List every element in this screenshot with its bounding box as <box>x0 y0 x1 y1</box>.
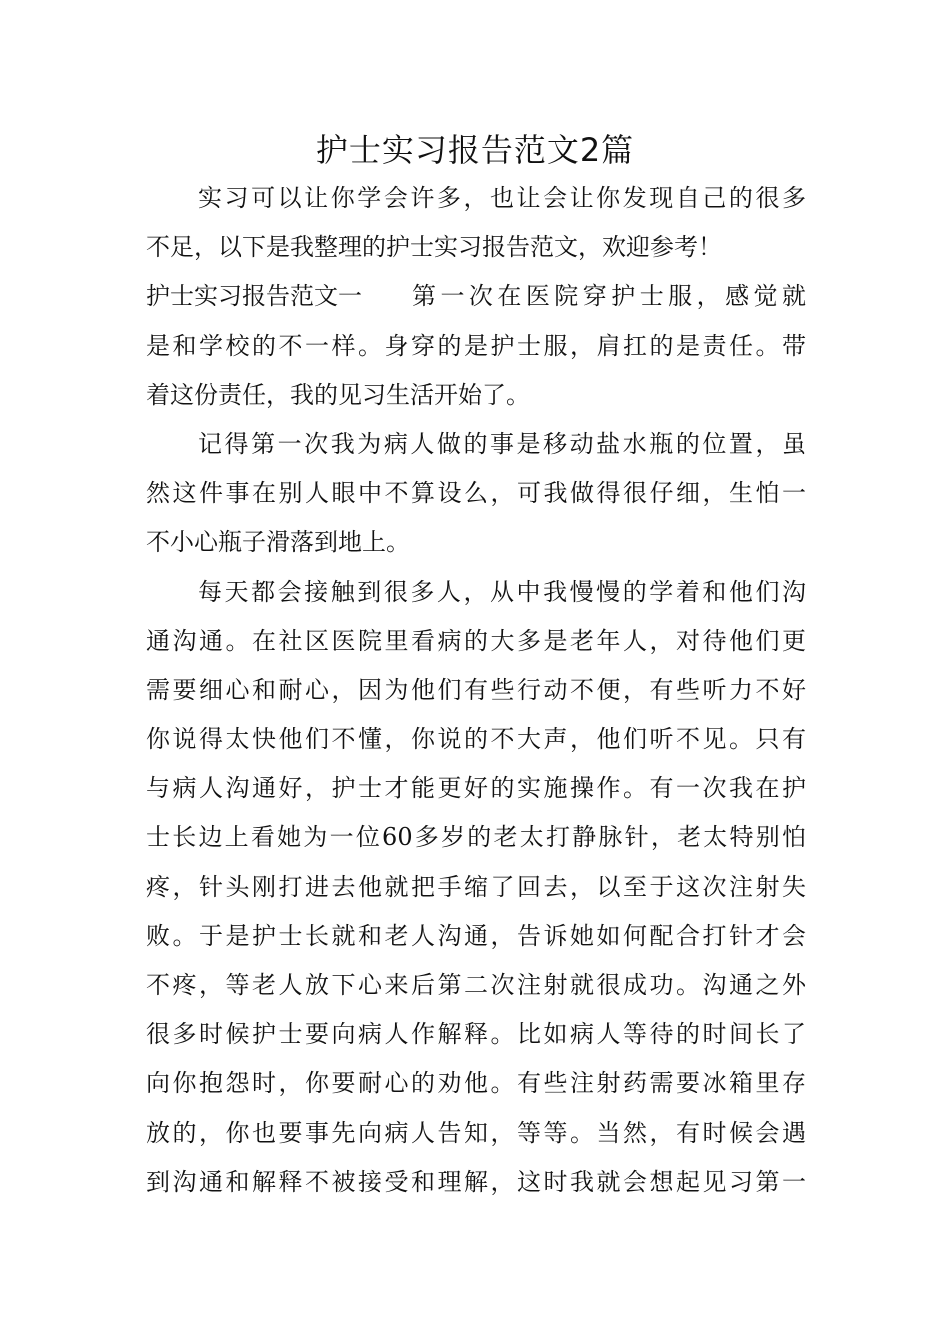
paragraph-line: 士长边上看她为一位60多岁的老太打静脉针，老太特别怕 <box>146 823 806 852</box>
document-title: 护士实习报告范文2篇 <box>315 131 635 169</box>
paragraph-line: 与病人沟通好，护士才能更好的实施操作。有一次我在护 <box>146 774 806 803</box>
paragraph-line: 每天都会接触到很多人，从中我慢慢的学着和他们沟 <box>198 577 806 606</box>
section-line: 是和学校的不一样。身穿的是护士服，肩扛的是责任。带 <box>146 331 806 360</box>
paragraph-line: 放的，你也要事先向病人告知，等等。当然，有时候会遇 <box>146 1118 806 1147</box>
document-body <box>146 174 806 1207</box>
paragraph-line: 很多时候护士要向病人作解释。比如病人等待的时间长了 <box>146 1020 806 1049</box>
paragraph-line: 到沟通和解释不被接受和理解，这时我就会想起见习第一 <box>146 1167 806 1196</box>
paragraph-line: 不疼，等老人放下心来后第二次注射就很成功。沟通之外 <box>146 971 806 999</box>
paragraph-line: 然这件事在别人眼中不算设么，可我做得很仔细，生怕一 <box>146 479 806 508</box>
paragraph-line: 记得第一次我为病人做的事是移动盐水瓶的位置，虽 <box>198 429 806 458</box>
paragraph-line: 通沟通。在社区医院里看病的大多是老年人，对待他们更 <box>146 626 806 655</box>
paragraph-line: 向你抱怨时，你要耐心的劝他。有些注射药需要冰箱里存 <box>146 1069 806 1098</box>
paragraph-line: 需要细心和耐心，因为他们有些行动不便，有些听力不好 <box>146 675 806 704</box>
section-heading-row <box>146 272 806 321</box>
intro-line: 不足，以下是我整理的护士实习报告范文，欢迎参考！ <box>146 233 722 262</box>
section-heading: 护士实习报告范文一 <box>146 282 362 311</box>
paragraph-line: 你说得太快他们不懂，你说的不大声，他们听不见。只有 <box>146 725 806 754</box>
section-line: 着这份责任，我的见习生活开始了。 <box>146 380 530 409</box>
paragraph-line: 不小心瓶子滑落到地上。 <box>146 528 410 557</box>
intro-line: 实习可以让你学会许多，也让会让你发现自己的很多 <box>198 184 806 212</box>
paragraph-line: 疼，针头刚打进去他就把手缩了回去，以至于这次注射失 <box>146 872 806 901</box>
section-first-line: 第一次在医院穿护士服，感觉就 <box>412 282 806 311</box>
paragraph-line: 败。于是护士长就和老人沟通，告诉她如何配合打针才会 <box>146 921 806 950</box>
